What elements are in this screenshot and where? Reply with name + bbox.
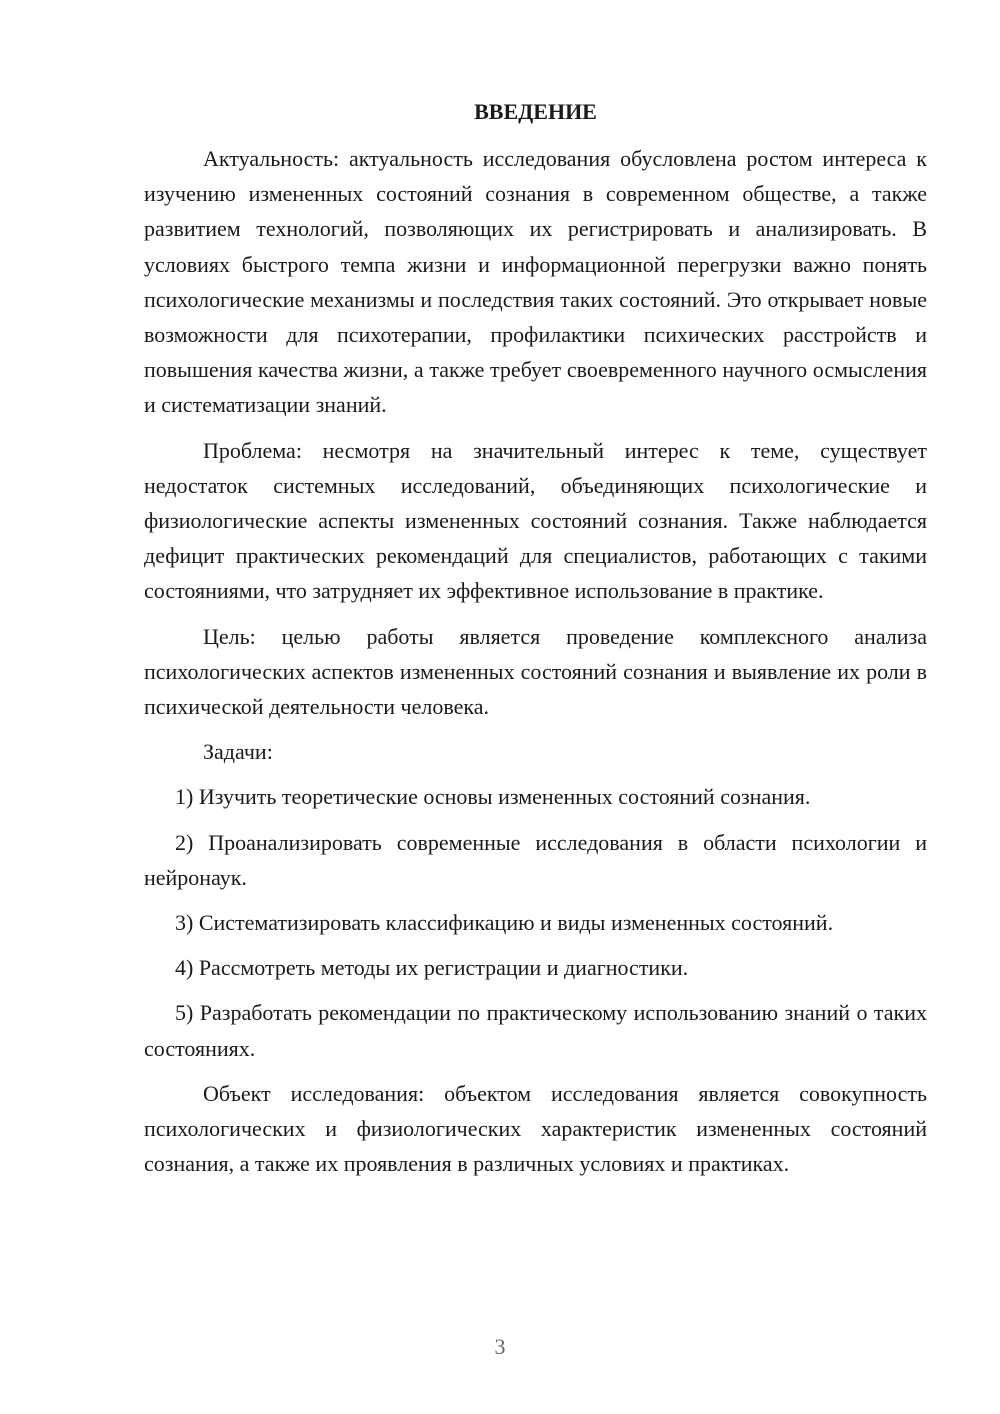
page-number: 3 <box>494 1334 506 1359</box>
task-item-5: 5) Разработать рекомендации по практическому использованию знаний о таких состояниях. <box>144 1000 927 1061</box>
section-title: ВВЕДЕНИЕ <box>474 99 597 124</box>
task-item-4: 4) Рассмотреть методы их регистрации и диагностики. <box>175 955 689 981</box>
relevance-paragraph: Актуальность: актуальность исследования обусловлена ростом интереса к изучению измененных состояний сознания в современном обществе, а также развитием технологий, позволяющих их регистрировать и анализировать. В условиях быстрого темпа жизни и информационной перегрузки важно понять психологические механизмы и последствия таких состояний. Это открывает новые возможности для психотерапии, профилактики психических расстройств и повышения качества жизни, а также требует своевременного научного осмысления и систематизации знаний. <box>144 146 927 418</box>
goal-paragraph: Цель: целью работы является проведение комплексного анализа психологических аспектов измененных состояний сознания и выявление их роли в психической деятельности человека. <box>144 623 927 720</box>
tasks-list <box>144 779 927 1065</box>
page-content <box>144 94 927 1191</box>
object-paragraph: Объект исследования: объектом исследования является совокупность психологических и физиологических характеристик измененных состояний сознания, а также их проявления в различных условиях и практиках. <box>144 1080 927 1177</box>
task-item-3: 3) Систематизировать классификацию и виды измененных состояний. <box>175 910 834 936</box>
task-item-1: 1) Изучить теоретические основы измененных состояний сознания. <box>175 784 811 810</box>
problem-paragraph: Проблема: несмотря на значительный интерес к теме, существует недостаток системных исследований, объединяющих психологические и физиологические аспекты измененных состояний сознания. Также наблюдается дефицит практических рекомендаций для специалистов, работающих с такими состояниями, что затрудняет их эффективное использование в практике. <box>144 437 927 604</box>
task-item-2: 2) Проанализировать современные исследования в области психологии и нейронаук. <box>144 829 927 890</box>
tasks-heading: Задачи: <box>203 739 273 765</box>
